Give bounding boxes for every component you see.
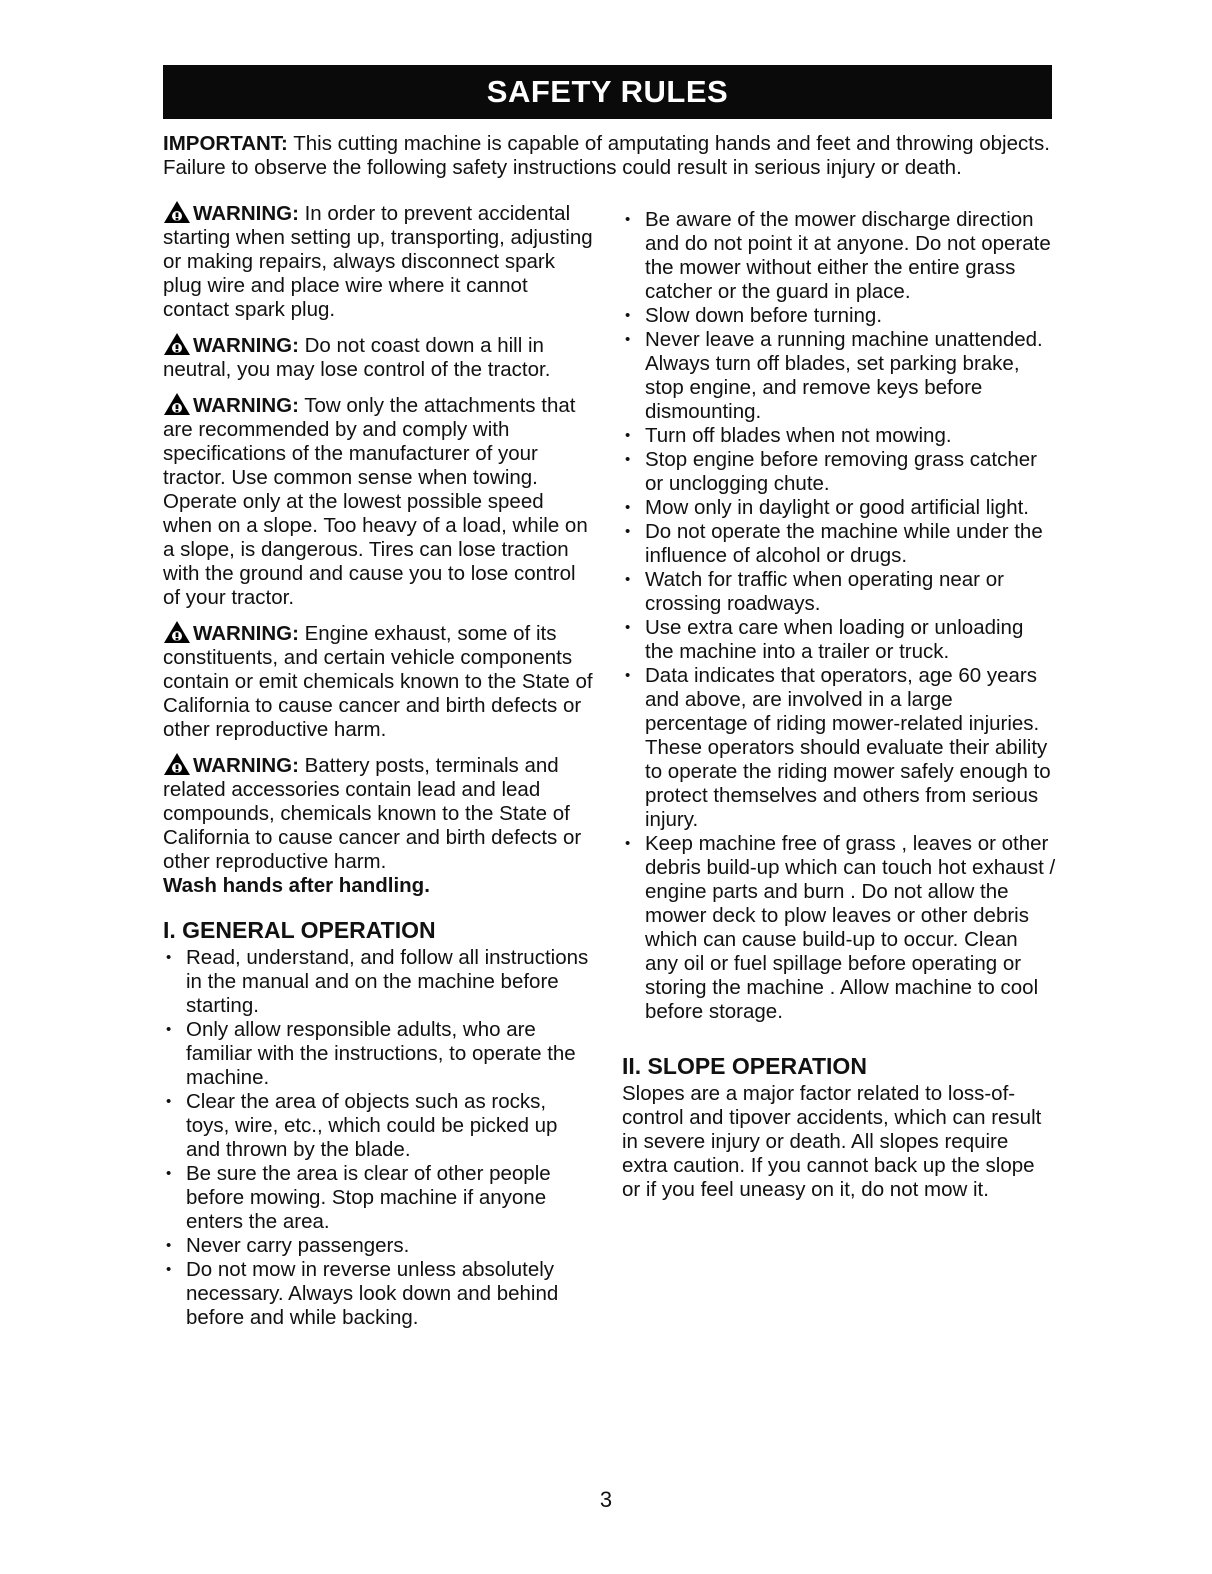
slope-operation-heading: II. SLOPE OPERATION: [622, 1053, 867, 1079]
warning-text: Engine exhaust, some of its constituents, and certain vehicle components contain or emit chemicals known to the State of California to cause cancer and birth defects or other reproductive harm.: [163, 622, 593, 741]
left-column: [163, 200, 595, 1330]
warning-text: Tow only the attachments that are recommended by and comply with specifications of the manufacturer of your tractor. Use common sense when towing. Operate only at the lowest possible speed when on a slope. Too heavy of a load, while on a slope, is dangerous. Tires can lose traction with the ground and cause you to lose control of your tractor.: [163, 394, 588, 609]
wash-hands-note: Wash hands after handling.: [163, 874, 430, 897]
list-item: • Clear the area of objects such as rocks, toys, wire, etc., which could be picked up and thrown by the blade.: [163, 1090, 595, 1162]
warning-triangle-icon: [163, 392, 191, 416]
right-column: [622, 208, 1056, 1202]
list-item: • Stop engine before removing grass catcher or unclogging chute.: [622, 448, 1056, 496]
list-item: • Slow down before turning.: [622, 304, 1056, 328]
list-item: • Be aware of the mower discharge direction and do not point it at anyone. Do not operate the mower without either the entire grass catcher or the guard in place.: [622, 208, 1056, 304]
warning-text: In order to prevent accidental starting when setting up, transporting, adjusting or making repairs, always disconnect spark plug wire and place wire where it cannot contact spark plug.: [163, 202, 593, 321]
general-operation-list: [163, 946, 595, 1330]
list-item: • Watch for traffic when operating near or crossing roadways.: [622, 568, 1056, 616]
list-item: • Do not mow in reverse unless absolutely necessary. Always look down and behind before and while backing.: [163, 1258, 595, 1330]
warning-triangle-icon: [163, 752, 191, 776]
important-notice: [163, 132, 1052, 180]
warning-text: Battery posts, terminals and related accessories contain lead and lead compounds, chemicals known to the State of California to cause cancer and birth defects or other reproductive harm.: [163, 754, 582, 873]
list-item: • Read, understand, and follow all instructions in the manual and on the machine before starting.: [163, 946, 595, 1018]
warning-label: WARNING:: [193, 754, 299, 777]
warning-triangle-icon: [163, 200, 191, 224]
page-number: 3: [599, 1487, 613, 1512]
warning-block: [163, 392, 595, 610]
general-operation-heading: I. GENERAL OPERATION: [163, 917, 436, 943]
list-item: • Turn off blades when not mowing.: [622, 424, 1056, 448]
warning-block: [163, 620, 595, 742]
general-operation-list-continued: [622, 208, 1056, 1024]
warning-block: [163, 200, 595, 322]
warning-label: WARNING:: [193, 202, 299, 225]
important-text: This cutting machine is capable of amputating hands and feet and throwing objects. Failure to observe the following safety instructions could result in serious injury or death.: [163, 132, 1050, 179]
warning-label: WARNING:: [193, 622, 299, 645]
list-item: • Never leave a running machine unattended. Always turn off blades, set parking brake, stop engine, and remove keys before dismounting.: [622, 328, 1056, 424]
list-item: • Be sure the area is clear of other people before mowing. Stop machine if anyone enters the area.: [163, 1162, 595, 1234]
list-item: • Never carry passengers.: [163, 1234, 595, 1258]
list-item: • Data indicates that operators, age 60 years and above, are involved in a large percentage of riding mower-related injuries. These operators should evaluate their ability to operate the riding mower safely enough to protect themselves and others from serious injury.: [622, 664, 1056, 832]
important-label: IMPORTANT:: [163, 132, 288, 155]
page-title-banner: [163, 65, 1052, 119]
warning-block: [163, 332, 595, 382]
warning-label: WARNING:: [193, 394, 299, 417]
list-item: • Mow only in daylight or good artificial light.: [622, 496, 1056, 520]
warning-triangle-icon: [163, 332, 191, 356]
warning-label: WARNING:: [193, 334, 299, 357]
slope-operation-text: Slopes are a major factor related to loss-of-control and tipover accidents, which can result in severe injury or death. All slopes require extra caution. If you cannot back up the slope or if you feel uneasy on it, do not mow it.: [622, 1082, 1042, 1201]
list-item: • Use extra care when loading or unloading the machine into a trailer or truck.: [622, 616, 1056, 664]
list-item: • Only allow responsible adults, who are familiar with the instructions, to operate the machine.: [163, 1018, 595, 1090]
list-item: • Do not operate the machine while under the influence of alcohol or drugs.: [622, 520, 1056, 568]
warning-block: [163, 752, 595, 898]
list-item: • Keep machine free of grass , leaves or other debris build-up which can touch hot exhaust / engine parts and burn . Do not allow the mower deck to plow leaves or other debris which can cause build-up to occur. Clean any oil or fuel spillage before operating or storing the machine . Allow machine to cool before storage.: [622, 832, 1056, 1024]
page-title: SAFETY RULES: [486, 74, 729, 109]
warning-triangle-icon: [163, 620, 191, 644]
warning-text: Do not coast down a hill in neutral, you may lose control of the tractor.: [163, 334, 551, 381]
